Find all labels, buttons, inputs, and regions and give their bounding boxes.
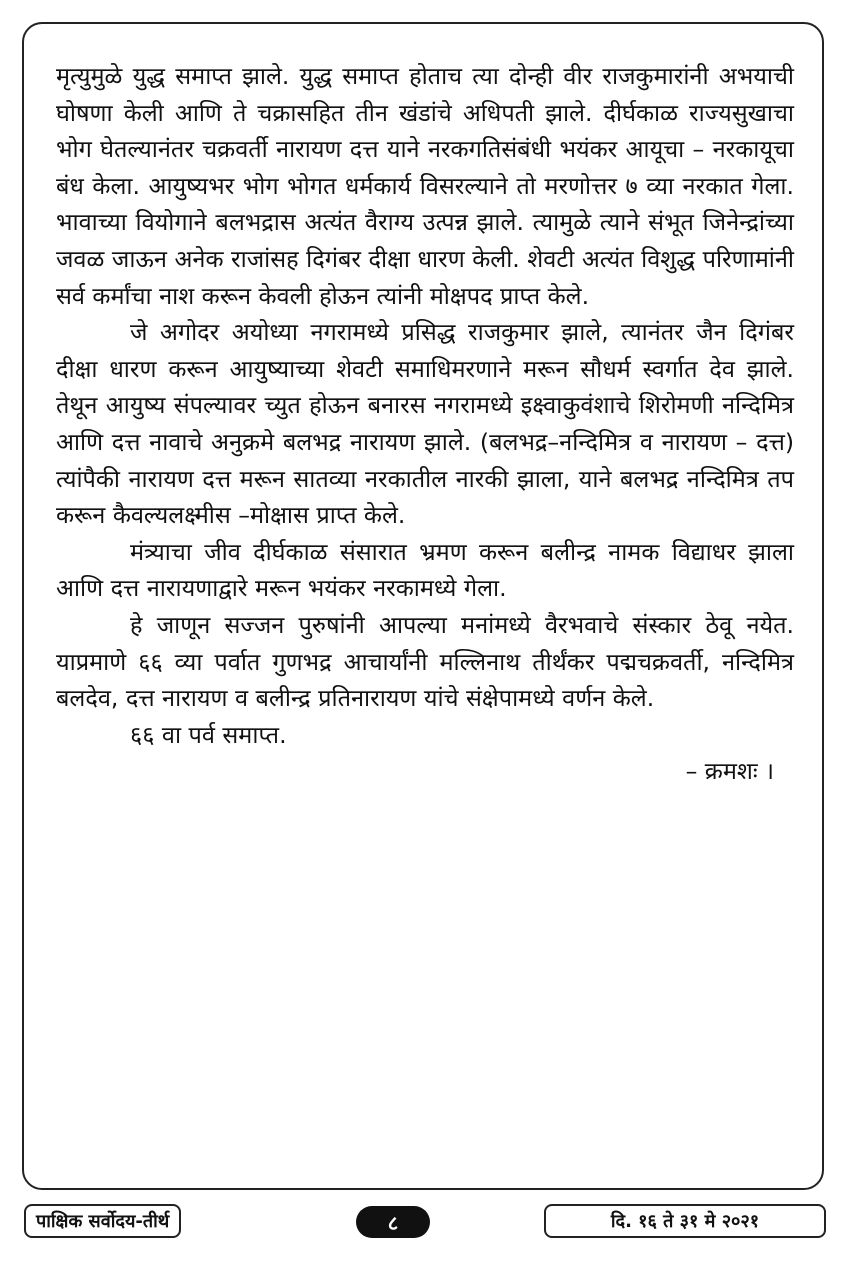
page-number: ८ — [356, 1206, 430, 1238]
paragraph-2: जे अगोदर अयोध्या नगरामध्ये प्रसिद्ध राजकुमार झाले, त्यानंतर जैन दिगंबर दीक्षा धारण करून आयुष्याच्या शेवटी समाधिमरणाने मरून सौधर्म स्वर्गात देव झाले. तेथून आयुष्य संपल्यावर च्युत होऊन बनारस नगरामध्ये इक्ष्वाकुवंशाचे शिरोमणी नन्दिमित्र आणि दत्त नावाचे अनुक्रमे बलभद्र नारायण झाले. (बलभद्र–नन्दिमित्र व नारायण – दत्त) त्यांपैकी नारायण दत्त मरून सातव्या नरकातील नारकी झाला, याने बलभद्र नन्दिमित्र तप करून कैवल्यलक्ष्मीस –मोक्षास प्राप्त केले. — [56, 318, 794, 530]
paragraph-4: हे जाणून सज्जन पुरुषांनी आपल्या मनांमध्ये वैरभवाचे संस्कार ठेवू नयेत. याप्रमाणे ६६ व्या पर्वात गुणभद्र आचार्यांनी मल्लिनाथ तीर्थंकर पद्मचक्रवर्ती, नन्दिमित्र बलदेव, दत्त नारायण व बलीन्द्र प्रतिनारायण यांचे संक्षेपामध्ये वर्णन केले. — [56, 610, 794, 713]
paragraph-1: मृत्युमुळे युद्ध समाप्त झाले. युद्ध समाप्त होताच त्या दोन्ही वीर राजकुमारांनी अभयाची घोषणा केली आणि ते चक्रासहित तीन खंडांचे अधिपती झाले. दीर्घकाळ राज्यसुखाचा भोग घेतल्यानंतर चक्रवर्ती नारायण दत्त याने नरकगतिसंबंधी भयंकर आयूचा – नरकायूचा बंध केला. आयुष्यभर भोग भोगत धर्मकार्य विसरल्याने तो मरणोत्तर ७ व्या नरकात गेला. भावाच्या वियोगाने बलभद्रास अत्यंत वैराग्य उत्पन्न झाले. त्यामुळे त्याने संभूत जिनेन्द्रांच्या जवळ जाऊन अनेक राजांसह दिगंबर दीक्षा धारण केली. शेवटी अत्यंत विशुद्ध परिणामांनी सर्व कर्मांचा नाश करून केवली होऊन त्यांनी मोक्षपद प्राप्त केले. — [56, 62, 794, 310]
publication-name: पाक्षिक सर्वोदय-तीर्थ — [24, 1204, 181, 1238]
issue-date: दि. १६ ते ३१ मे २०२१ — [544, 1204, 826, 1238]
article-body — [56, 58, 794, 790]
paragraph-5: ६६ वा पर्व समाप्त. — [130, 720, 287, 749]
paragraph-3: मंत्र्याचा जीव दीर्घकाळ संसारात भ्रमण करून बलीन्द्र नामक विद्याधर झाला आणि दत्त नारायणाद्वारे मरून भयंकर नरकामध्ये गेला. — [56, 537, 794, 603]
to-be-continued: – क्रमशः । — [685, 757, 774, 786]
